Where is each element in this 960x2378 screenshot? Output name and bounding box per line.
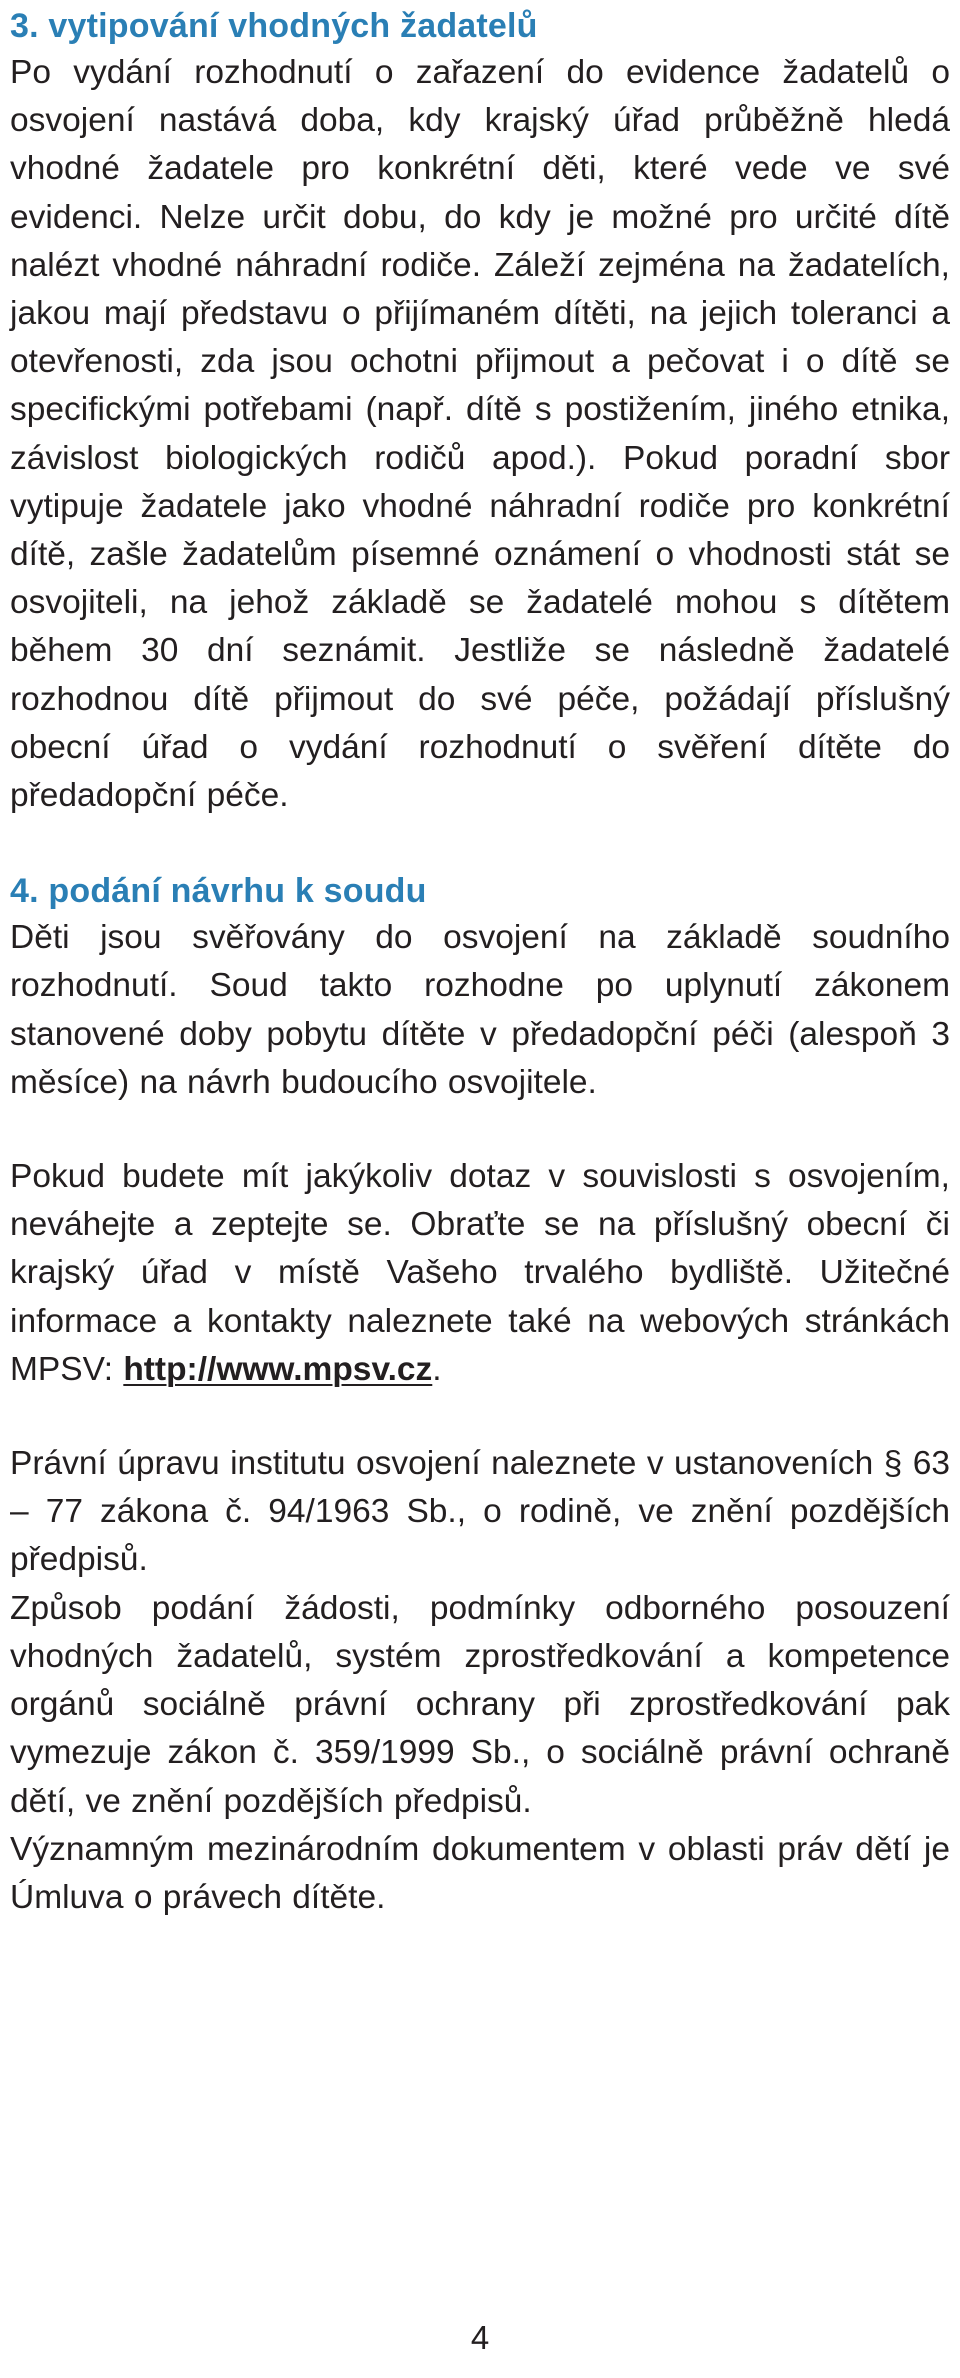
document-page [10,0,950,2378]
contact-paragraph [10,1153,950,1394]
page-number: 4 [470,2319,490,2356]
section-4-heading: 4. podání návrhu k soudu [10,872,427,911]
legal-paragraph-1: Právní úpravu institutu osvojení naleznete v ustanoveních § 63 – 77 zákona č. 94/1963 Sb., o rodině, ve znění pozdějších předpisů. [10,1445,950,1579]
section-3-paragraph: Po vydání rozhodnutí o zařazení do evidence žadatelů o osvojení nastává doba, kdy krajský úřad průběžně hledá vhodné žadatele pro konkrétní děti, které vede ve své evidenci. Nelze určit dobu, do kdy je možné pro určité dítě nalézt vhodné náhradní rodiče. Záleží zejména na žadatelích, jakou mají představu o přijímaném dítěti, na jejich toleranci a otevřenosti, zda jsou ochotni přijmout a pečovat i o dítě se specifickými potřebami (např. dítě s postižením, jiného etnika, závislost biologických rodičů apod.). Pokud poradní sbor vytipuje žadatele jako vhodné náhradní rodiče pro konkrétní dítě, zašle žadatelům písemné oznámení o vhodnosti stát se osvojiteli, na jehož základě se žadatelé mohou s dítětem během 30 dní seznámit. Jestliže se následně žadatelé rozhodnou dítě přijmout do své péče, požádají příslušný obecní úřad o vydání rozhodnutí o svěření dítěte do předadopční péče. [10,54,950,815]
section-4-paragraph: Děti jsou svěřovány do osvojení na základě soudního rozhodnutí. Soud takto rozhodne po uplynutí zákonem stanovené doby pobytu dítěte v předadopční péči (alespoň 3 měsíce) na návrh budoucího osvojitele. [10,919,950,1101]
contact-period: . [432,1350,442,1388]
legal-paragraph-3: Významným mezinárodním dokumentem v oblasti práv dětí je Úmluva o právech dítěte. [10,1830,950,1916]
section-3-heading: 3. vytipování vhodných žadatelů [10,7,538,45]
paragraph-spacer [10,1394,950,1440]
legal-paragraph-2: Způsob podání žádosti, podmínky odborného posouzení vhodných žadatelů, systém zprostředkování a kompetence orgánů sociálně právní ochrany při zprostředkování pak vymezuje zákon č. 359/1999 Sb., o sociálně právní ochraně dětí, ve znění pozdějších předpisů. [10,1589,950,1820]
contact-text: Pokud budete mít jakýkoliv dotaz v souvislosti s osvojením, neváhejte a zeptejte se. Obraťte se na příslušný obecní či krajský úřad v místě Vašeho trvalého bydliště. Užitečné informace a kontakty naleznete také na webových stránkách MPSV: [10,1158,950,1388]
section-spacer [10,820,950,868]
paragraph-spacer [10,1107,950,1153]
mpsv-link[interactable]: http://www.mpsv.cz [123,1350,433,1388]
